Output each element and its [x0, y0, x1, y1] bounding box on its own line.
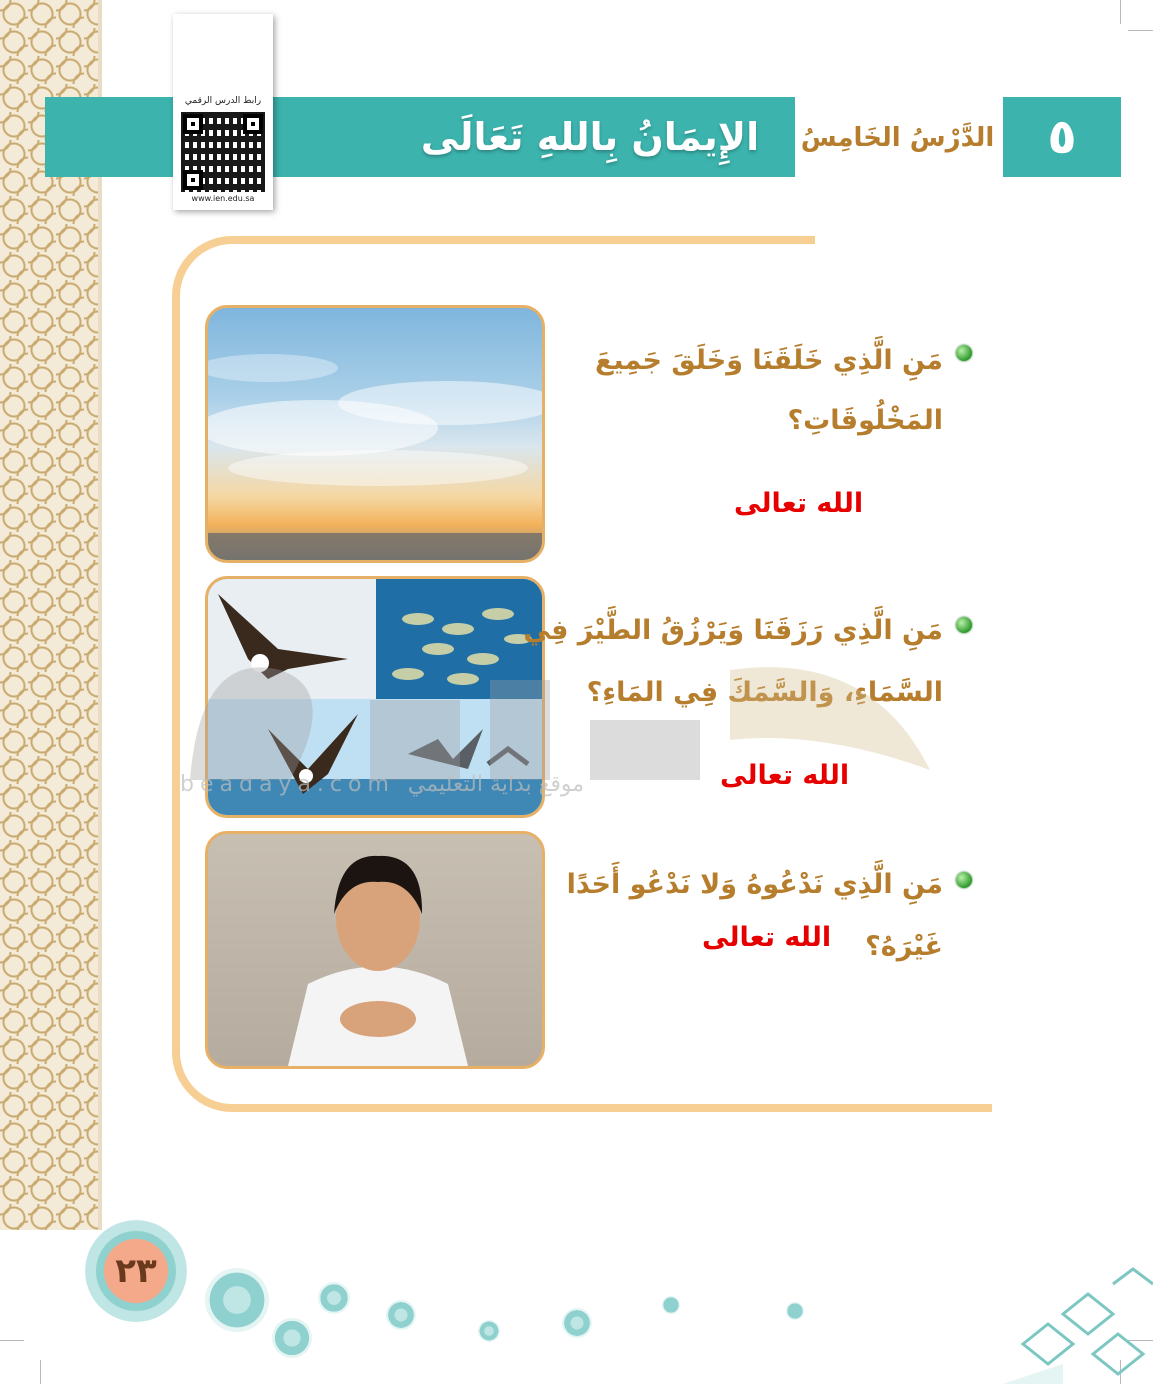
qr-url: www.ien.edu.sa [191, 194, 255, 203]
rosette-icon [786, 1302, 804, 1320]
rosette-icon [318, 1282, 350, 1314]
question-3-line-2: غَيْرَهُ؟ [865, 931, 943, 962]
lesson-number: ٥ [1047, 109, 1077, 165]
border-edge [98, 0, 102, 1230]
question-1-line-1: مَنِ الَّذِي خَلَقَنَا وَخَلَقَ جَمِيعَ [594, 345, 943, 376]
answer-2: الله تعالى [720, 760, 850, 791]
question-1-line-2: المَخْلُوقَاتِ؟ [787, 405, 943, 436]
answer-3: الله تعالى [702, 922, 832, 953]
watermark-text: beadaya.com موقع بداية التعليمي [180, 772, 585, 797]
qr-finder-icon [243, 114, 263, 134]
rosette-icon [386, 1300, 416, 1330]
clouds-illustration [208, 308, 542, 560]
crop-mark [40, 1360, 41, 1384]
boy-illustration [208, 834, 542, 1066]
sky-photo [205, 305, 545, 563]
crop-mark [0, 1340, 24, 1341]
answer-1: الله تعالى [734, 488, 864, 519]
bullet-icon [956, 345, 972, 361]
question-3-line-1: مَنِ الَّذِي نَدْعُوهُ وَلا نَدْعُو أَحَدًا [566, 869, 943, 900]
decorative-border [0, 0, 98, 1230]
page-number: ٢٣ [115, 1251, 157, 1291]
rosette-icon [205, 1268, 269, 1332]
page-title: الإِيمَانُ بِاللهِ تَعَالَى [420, 115, 760, 159]
frame-gap [815, 236, 995, 246]
qr-finder-icon [183, 114, 203, 134]
question-2-line-2: السَّمَاءِ، وَالسَّمَكَ فِي المَاءِ؟ [586, 677, 943, 708]
crop-mark [1128, 30, 1153, 31]
praying-boy-photo [205, 831, 545, 1069]
crop-mark [1120, 0, 1121, 24]
rosette-icon [662, 1296, 680, 1314]
corner-ornament-icon [1003, 1254, 1153, 1384]
rosette-icon [562, 1308, 592, 1338]
rosette-icon [272, 1318, 312, 1358]
bullet-icon [956, 872, 972, 888]
rosette-icon [478, 1320, 500, 1342]
bullet-icon [956, 617, 972, 633]
qr-finder-icon [183, 170, 203, 190]
qr-caption: رابط الدرس الرقمي [184, 96, 262, 106]
question-2-line-1: مَنِ الَّذِي رَزَقَنَا وَيَرْزُقُ الطَّيْرَ فِي [523, 615, 943, 646]
lesson-label: الدَّرْسُ الخَامِسُ [800, 123, 995, 153]
